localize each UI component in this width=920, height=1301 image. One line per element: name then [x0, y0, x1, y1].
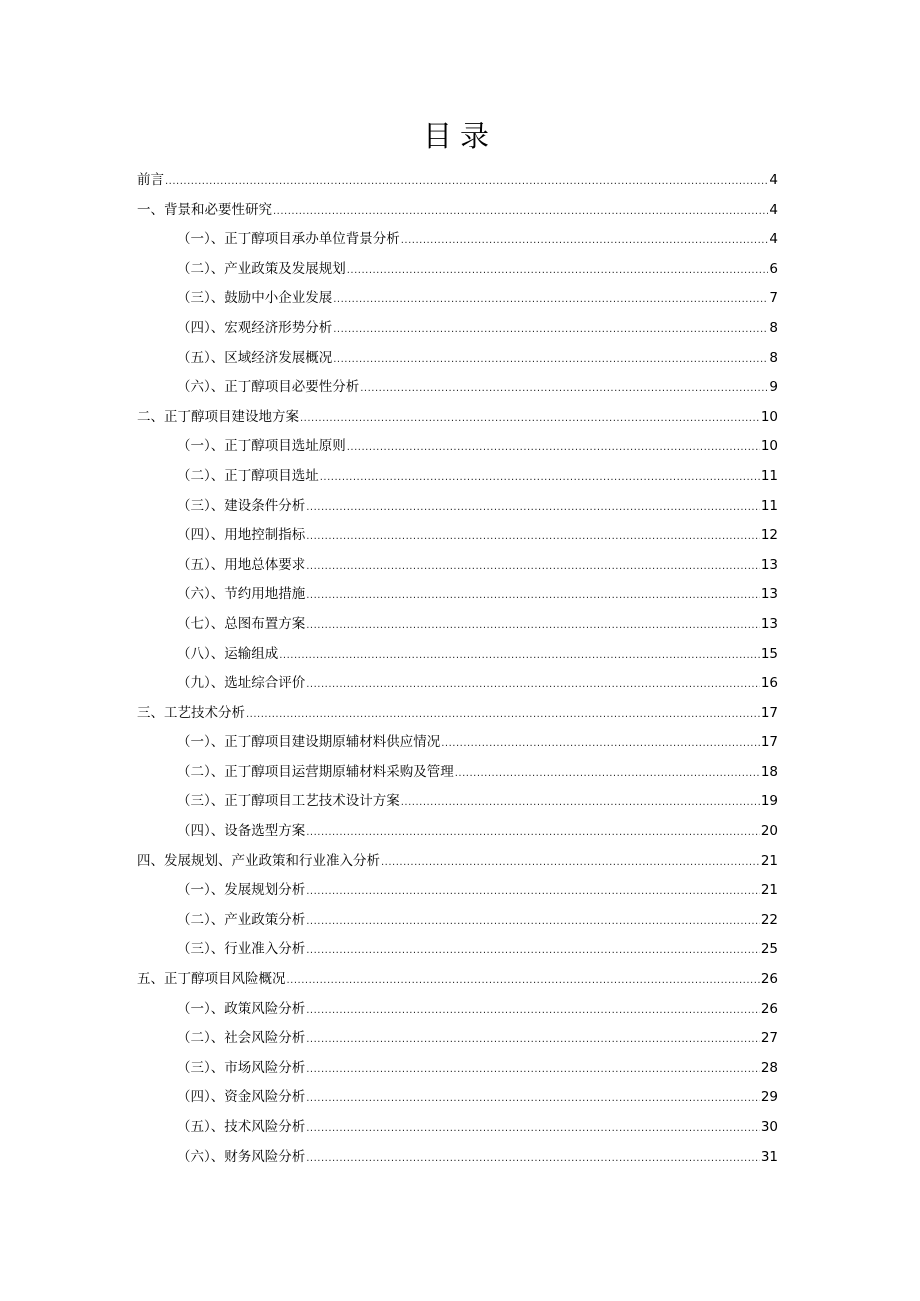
toc-entry-page: 17: [760, 704, 778, 721]
toc-leader-dots: [306, 1114, 760, 1144]
toc-leader-dots: [381, 848, 760, 878]
toc-entry[interactable]: [137, 1054, 778, 1084]
toc-entry[interactable]: [137, 314, 778, 344]
toc-leader-dots: [360, 374, 768, 404]
toc-entry-label: （一）、正丁醇项目选址原则: [177, 438, 346, 455]
toc-entry-page: 13: [760, 586, 778, 603]
toc-entry-page: 10: [760, 408, 778, 425]
toc-entry-page: 11: [760, 497, 778, 514]
toc-leader-dots: [320, 463, 760, 493]
toc-leader-dots: [306, 1084, 760, 1114]
toc-entry-page: 21: [760, 852, 778, 869]
toc-entry-label: （三）、正丁醇项目工艺技术设计方案: [177, 793, 400, 810]
toc-entry[interactable]: [137, 462, 778, 492]
toc-entry-page: 25: [760, 941, 778, 958]
toc-entry-label: 二、正丁醇项目建设地方案: [137, 408, 299, 425]
toc-leader-dots: [333, 315, 768, 345]
toc-entry-label: （五）、用地总体要求: [177, 556, 306, 573]
toc-leader-dots: [306, 581, 760, 611]
toc-leader-dots: [246, 700, 760, 730]
toc-entry-page: 28: [760, 1059, 778, 1076]
toc-entry-page: 20: [760, 823, 778, 840]
toc-entry-page: 4: [769, 201, 778, 218]
toc-leader-dots: [347, 256, 769, 286]
toc-entry-label: （四）、宏观经济形势分析: [177, 319, 333, 336]
table-of-contents: [137, 166, 778, 1172]
toc-entry-label: （一）、正丁醇项目承办单位背景分析: [177, 231, 400, 248]
toc-entry[interactable]: [137, 817, 778, 847]
toc-entry[interactable]: [137, 432, 778, 462]
toc-entry-label: （三）、建设条件分析: [177, 497, 306, 514]
toc-entry[interactable]: [137, 373, 778, 403]
toc-entry-label: 前言: [137, 172, 164, 188]
toc-entry-page: 31: [760, 1148, 778, 1165]
toc-entry-page: 4: [769, 172, 778, 188]
toc-leader-dots: [306, 611, 760, 641]
toc-entry-page: 17: [760, 734, 778, 751]
toc-leader-dots: [347, 433, 760, 463]
toc-entry[interactable]: [137, 876, 778, 906]
toc-leader-dots: [306, 493, 760, 523]
toc-entry-label: （三）、市场风险分析: [177, 1059, 306, 1076]
toc-entry-label: （三）、鼓励中小企业发展: [177, 290, 333, 307]
toc-leader-dots: [333, 345, 768, 375]
toc-entry[interactable]: [137, 906, 778, 936]
toc-entry[interactable]: [137, 580, 778, 610]
toc-entry[interactable]: [137, 699, 778, 729]
toc-entry[interactable]: [137, 965, 778, 995]
toc-entry[interactable]: [137, 1024, 778, 1054]
toc-entry[interactable]: [137, 492, 778, 522]
toc-entry-page: 21: [760, 882, 778, 899]
toc-leader-dots: [441, 729, 760, 759]
toc-entry-page: 8: [769, 319, 778, 336]
toc-entry-label: （七）、总图布置方案: [177, 615, 306, 632]
toc-entry-page: 12: [760, 527, 778, 544]
toc-entry-label: （四）、用地控制指标: [177, 527, 306, 544]
toc-entry-page: 27: [760, 1030, 778, 1047]
toc-entry-page: 29: [760, 1089, 778, 1106]
toc-entry-page: 26: [760, 971, 778, 988]
toc-leader-dots: [306, 818, 760, 848]
toc-entry-page: 9: [769, 379, 778, 396]
toc-entry[interactable]: [137, 344, 778, 374]
toc-entry-label: （一）、政策风险分析: [177, 1000, 306, 1017]
toc-leader-dots: [300, 404, 760, 434]
toc-entry[interactable]: [137, 284, 778, 314]
toc-entry-page: 30: [760, 1119, 778, 1135]
toc-entry-page: 6: [769, 260, 778, 277]
toc-entry-label: （八）、运输组成: [177, 645, 279, 662]
toc-entry[interactable]: [137, 640, 778, 670]
toc-entry[interactable]: [137, 196, 778, 226]
toc-entry-label: （二）、正丁醇项目选址: [177, 467, 319, 484]
toc-entry-page: 18: [760, 763, 778, 780]
toc-leader-dots: [287, 966, 760, 996]
toc-entry[interactable]: [137, 758, 778, 788]
toc-leader-dots: [401, 226, 769, 256]
toc-leader-dots: [306, 552, 760, 582]
toc-leader-dots: [279, 641, 760, 671]
toc-entry-label: （四）、设备选型方案: [177, 823, 306, 840]
toc-entry-label: 四、发展规划、产业政策和行业准入分析: [137, 852, 380, 869]
toc-entry[interactable]: [137, 610, 778, 640]
toc-entry-label: （四）、资金风险分析: [177, 1089, 306, 1106]
toc-entry-label: （一）、发展规划分析: [177, 882, 306, 899]
toc-entry[interactable]: [137, 166, 778, 196]
toc-entry-label: （九）、选址综合评价: [177, 675, 306, 692]
toc-entry-label: （二）、社会风险分析: [177, 1030, 306, 1047]
toc-leader-dots: [306, 522, 760, 552]
toc-entry[interactable]: [137, 521, 778, 551]
toc-leader-dots: [455, 759, 760, 789]
toc-entry-label: （二）、产业政策及发展规划: [177, 260, 346, 277]
toc-entry[interactable]: [137, 403, 778, 433]
toc-entry-page: 26: [760, 1000, 778, 1017]
toc-entry-label: （六）、正丁醇项目必要性分析: [177, 379, 360, 396]
toc-entry-page: 13: [760, 615, 778, 632]
toc-leader-dots: [306, 670, 760, 700]
toc-entry[interactable]: [137, 255, 778, 285]
toc-leader-dots: [306, 907, 760, 937]
toc-entry-page: 7: [769, 290, 778, 307]
toc-entry-page: 4: [769, 231, 778, 248]
toc-entry-label: （二）、正丁醇项目运营期原辅材料采购及管理: [177, 763, 454, 780]
toc-leader-dots: [306, 936, 760, 966]
toc-entry-page: 16: [760, 675, 778, 692]
toc-entry-page: 22: [760, 911, 778, 928]
toc-leader-dots: [273, 197, 768, 227]
toc-entry[interactable]: [137, 787, 778, 817]
toc-entry[interactable]: [137, 728, 778, 758]
toc-leader-dots: [306, 1055, 760, 1085]
toc-leader-dots: [306, 1025, 760, 1055]
toc-entry-label: 一、背景和必要性研究: [137, 201, 272, 218]
toc-entry[interactable]: [137, 225, 778, 255]
toc-leader-dots: [306, 1144, 760, 1174]
toc-entry-label: （三）、行业准入分析: [177, 941, 306, 958]
toc-entry-page: 13: [760, 556, 778, 573]
toc-entry[interactable]: [137, 669, 778, 699]
toc-entry-label: （六）、节约用地措施: [177, 586, 306, 603]
toc-entry-label: （五）、技术风险分析: [177, 1119, 306, 1135]
toc-entry-page: 8: [769, 349, 778, 366]
toc-entry[interactable]: [137, 1083, 778, 1113]
toc-entry-label: 三、工艺技术分析: [137, 704, 245, 721]
toc-entry-label: （一）、正丁醇项目建设期原辅材料供应情况: [177, 734, 441, 751]
toc-entry-label: 五、正丁醇项目风险概况: [137, 971, 286, 988]
toc-leader-dots: [306, 996, 760, 1026]
toc-entry[interactable]: [137, 935, 778, 965]
toc-entry-page: 11: [760, 467, 778, 484]
toc-entry-label: （六）、财务风险分析: [177, 1148, 306, 1165]
toc-leader-dots: [306, 877, 760, 907]
toc-leader-dots: [333, 285, 768, 315]
toc-leader-dots: [165, 167, 768, 197]
toc-leader-dots: [401, 788, 760, 818]
toc-entry-label: （二）、产业政策分析: [177, 911, 306, 928]
toc-entry-label: （五）、区域经济发展概况: [177, 349, 333, 366]
page-title: 目录: [422, 119, 497, 153]
toc-entry[interactable]: [137, 995, 778, 1025]
toc-entry[interactable]: [137, 1113, 778, 1143]
toc-entry[interactable]: [137, 1143, 778, 1173]
toc-entry-page: 10: [760, 438, 778, 455]
toc-entry-page: 15: [760, 645, 778, 662]
toc-entry-page: 19: [760, 793, 778, 810]
toc-entry[interactable]: [137, 551, 778, 581]
toc-entry[interactable]: [137, 847, 778, 877]
